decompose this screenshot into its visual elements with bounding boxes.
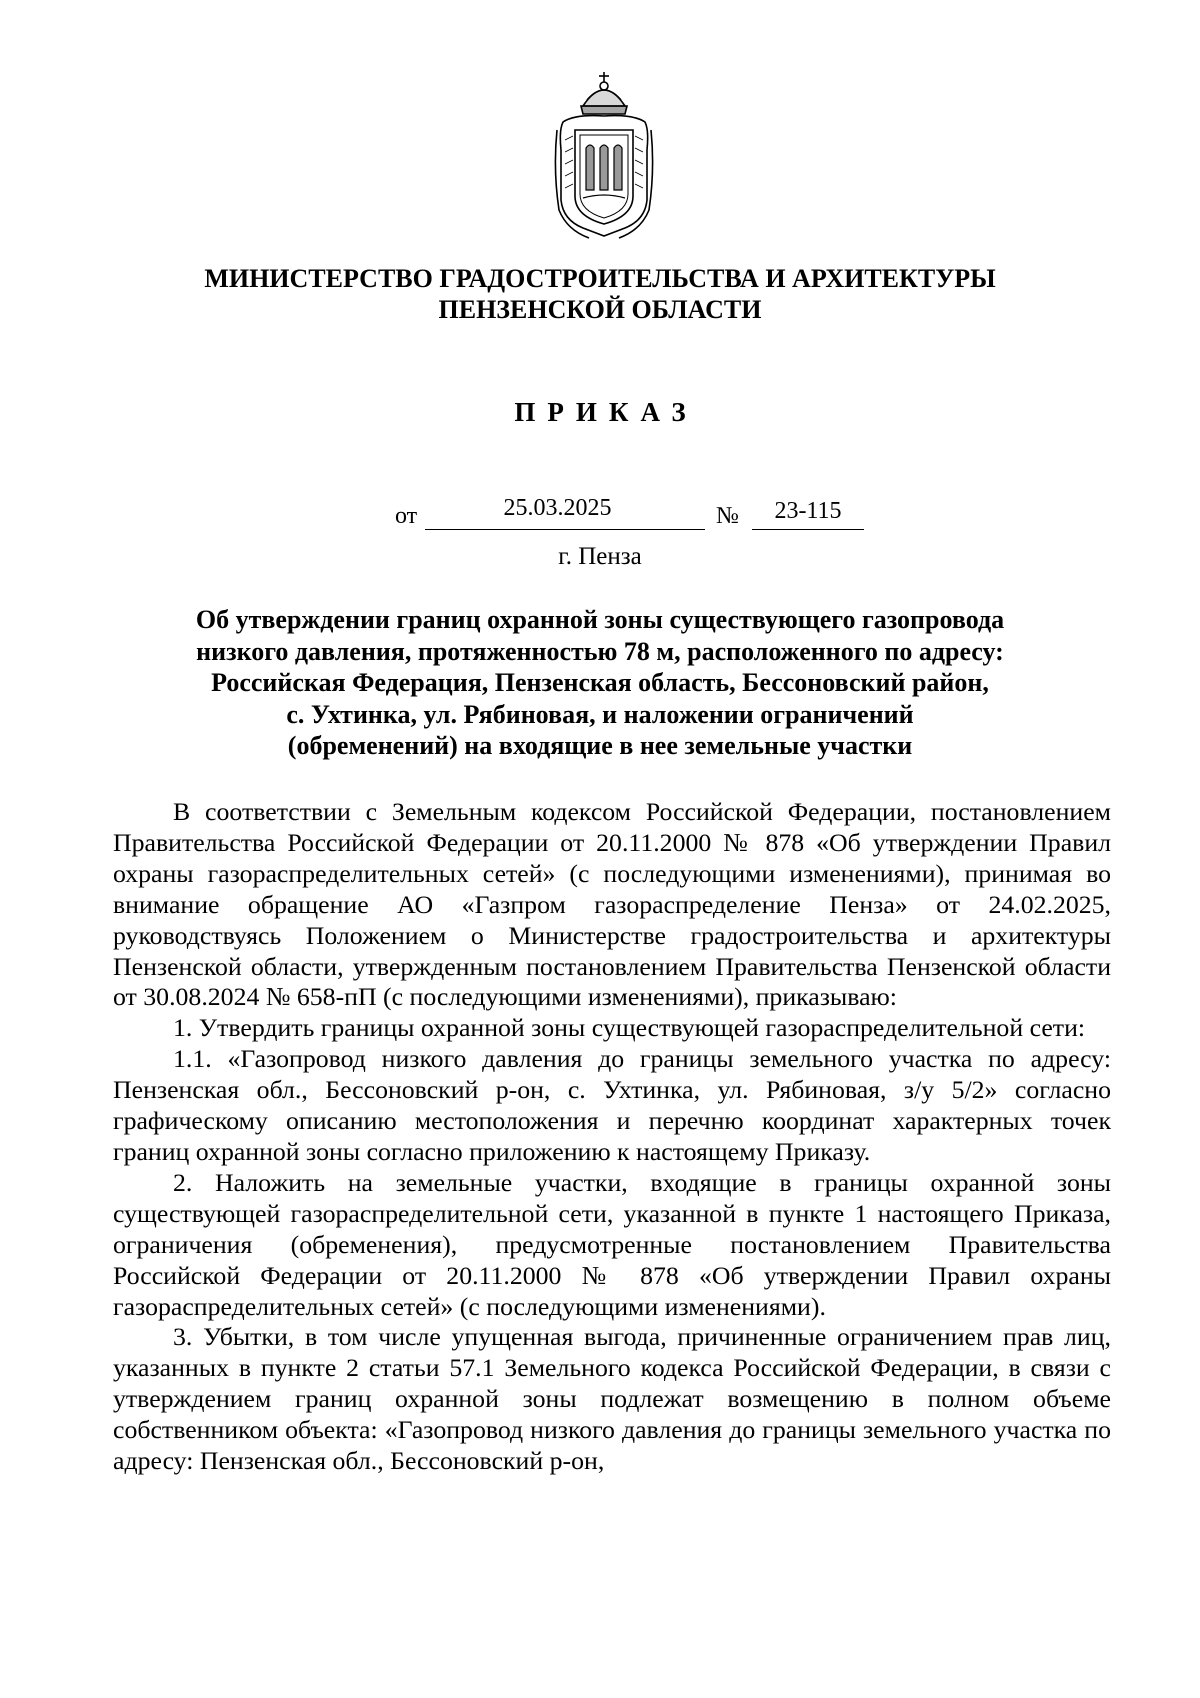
date-prefix: от [395,503,418,529]
title-line: (обременений) на входящие в нее земельные участки [287,731,913,760]
ministry-name-line2: ПЕНЗЕНСКОЙ ОБЛАСТИ [438,295,762,324]
title-line: с. Ухтинка, ул. Рябиновая, и наложении ограничений [286,699,914,729]
coat-of-arms-icon [553,70,655,242]
paragraph-item-3: 3. Убытки, в том числе упущенная выгода, причиненные ограничением прав лиц, указанных в пункте 2 статьи 57.1 Земельного кодекса Российской Федерации, в связи с утверждением границ охранной зоны подлежат возмещению в полном объеме собственником объекта: «Газопровод низкого давления до границы земельного участка по адресу: Пензенская обл., Бессоновский р-он, [113,1322,1111,1476]
paragraph-item-1: 1. Утвердить границы охранной зоны существующей газораспределительной сети: [173,1013,1086,1043]
document-type: ПРИКАЗ [514,397,698,427]
paragraph-preamble: В соответствии с Земельным кодексом Российской Федерации, постановлением Правительства Российской Федерации от 20.11.2000 № 878 «Об утверждении Правил охраны газораспределительных сетей» (с последующими изменениями), принимая во внимание обращение АО «Газпром газораспределение Пенза» от 24.02.2025, руководствуясь Положением о Министерстве градостроительства и архитектуры Пензенской области, утвержденным постановлением Правительства Пензенской области от 30.08.2024 № 658-пП (с последующими изменениями), приказываю: [113,797,1111,1012]
document-date: 25.03.2025 [503,495,612,521]
city: г. Пенза [558,543,642,570]
title-line: Об утверждении границ охранной зоны существующего газопровода [195,605,1005,634]
document-number: 23-115 [774,498,842,524]
title-line: низкого давления, протяженностью 78 м, расположенного по адресу: [196,636,1004,666]
date-underline [425,529,705,530]
paragraph-item-1-1: 1.1. «Газопровод низкого давления до границы земельного участка по адресу: Пензенская обл., Бессоновский р-он, с. Ухтинка, ул. Рябиновая, з/у 5/2» согласно графическому описанию местоположения и перечню координат характерных точек границ охранной зоны согласно приложению к настоящему Приказу. [113,1044,1111,1166]
ministry-name-line1: МИНИСТЕРСТВО ГРАДОСТРОИТЕЛЬСТВА И АРХИТЕКТУРЫ [204,264,996,293]
number-underline [752,529,864,530]
document-body [113,797,1111,1477]
document-title [150,604,1050,762]
paragraph-item-2: 2. Наложить на земельные участки, входящие в границы охранной зоны существующей газораспределительной сети, указанной в пункте 1 настоящего Приказа, ограничения (обременения), предусмотренные постановлением Правительства Российской Федерации от 20.11.2000 № 878 «Об утверждении Правил охраны газораспределительных сетей» (с последующими изменениями). [113,1167,1111,1321]
date-number-row [0,495,1200,535]
title-line: Российская Федерация, Пензенская область, Бессоновский район, [211,668,989,697]
number-sign: № [716,503,739,529]
